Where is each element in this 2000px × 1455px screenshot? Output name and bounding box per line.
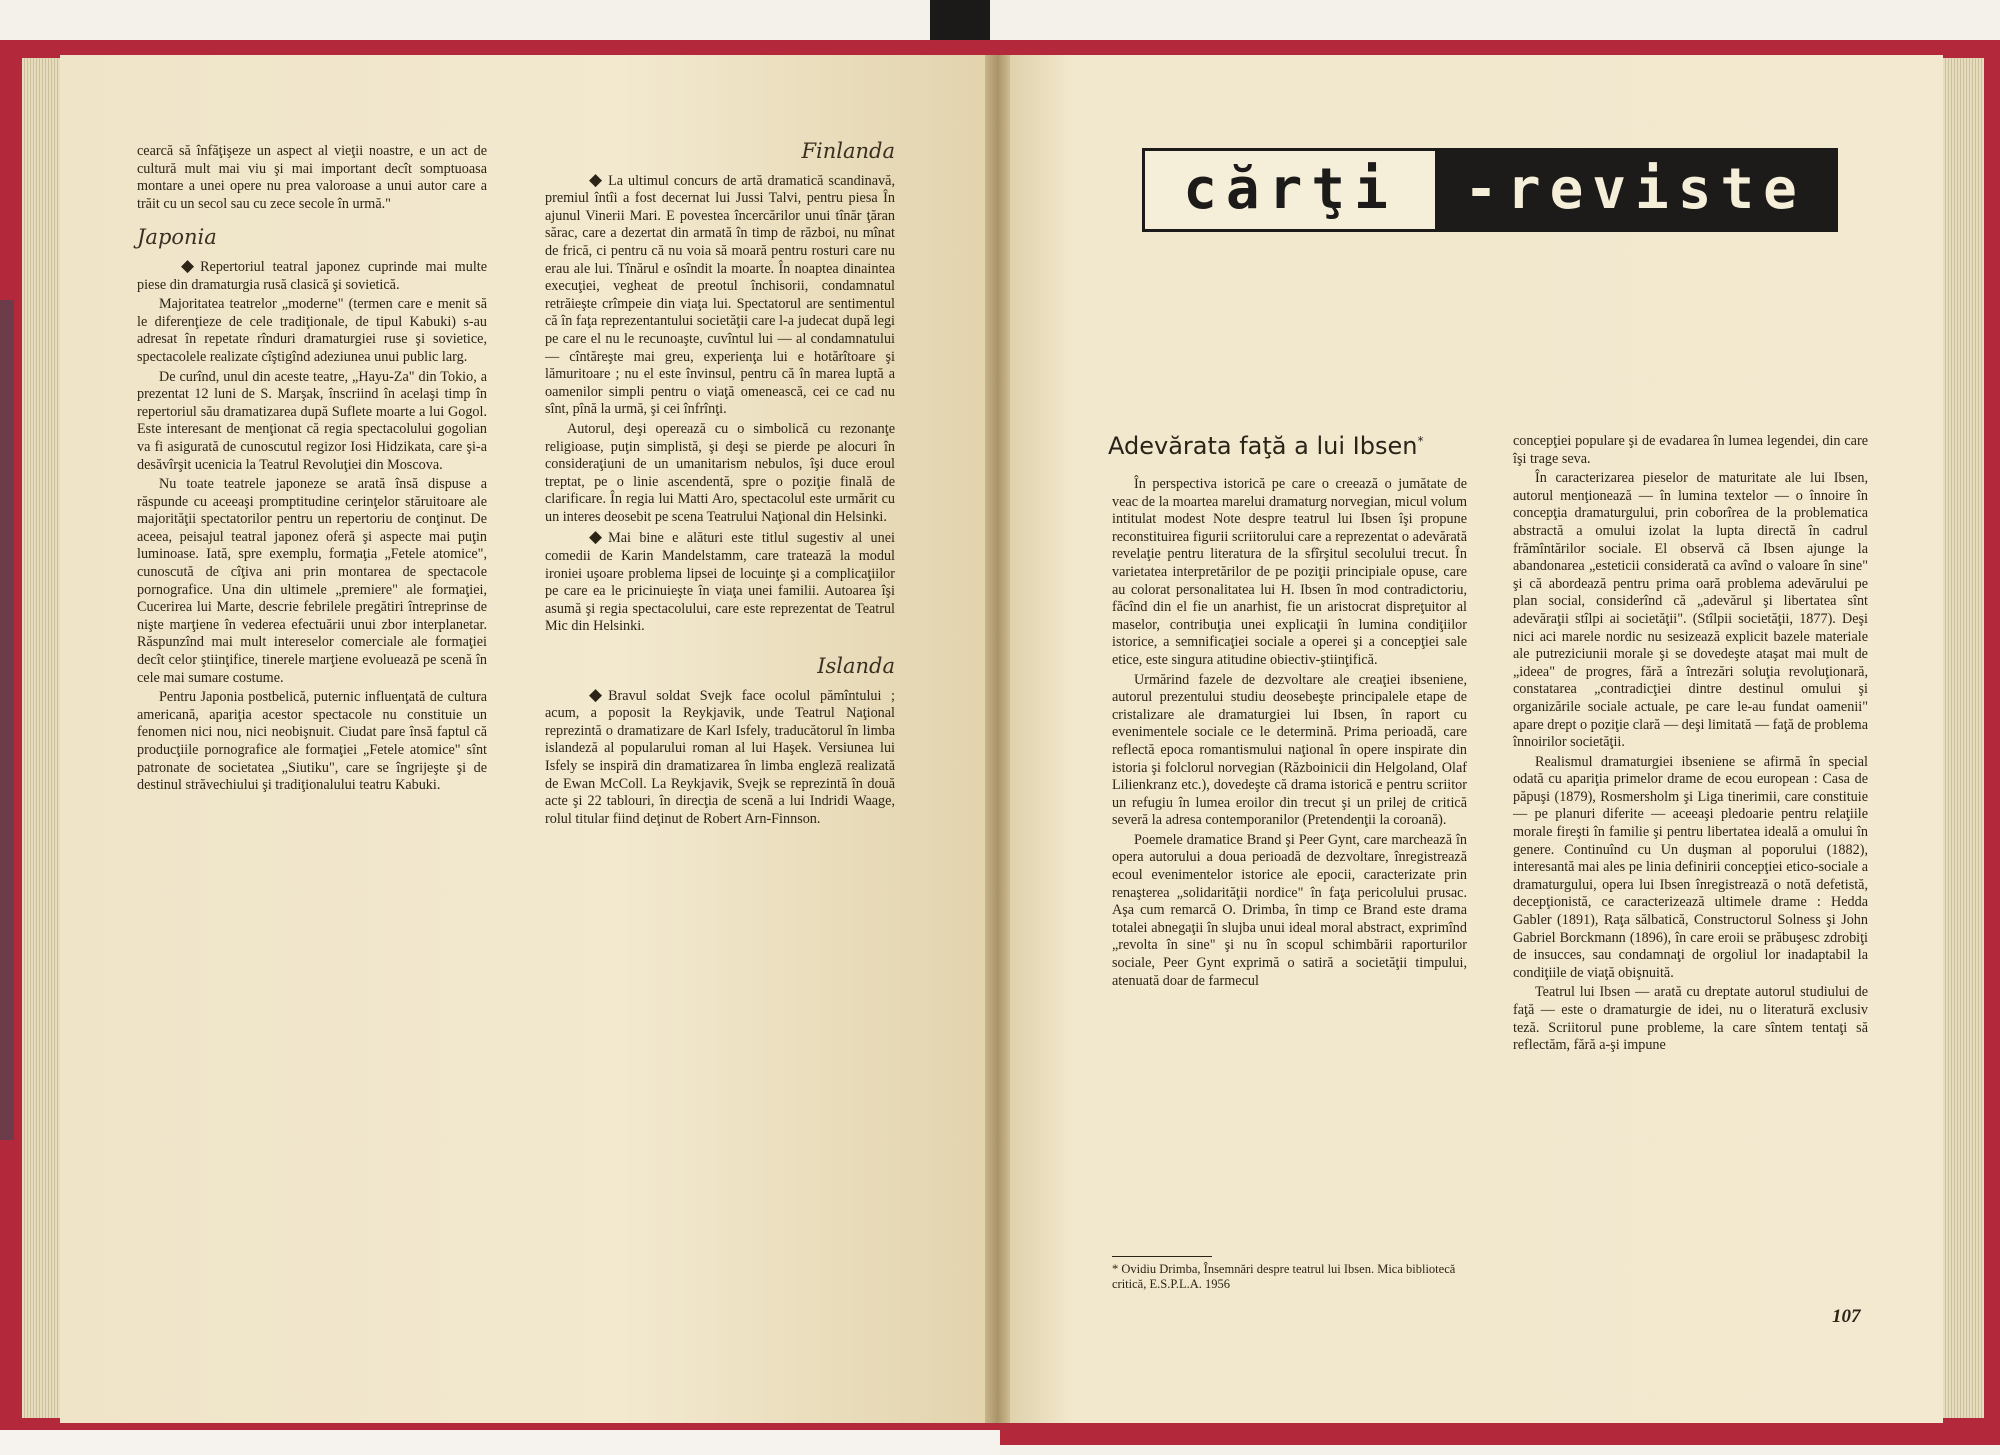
ibsen-paragraph-2: Urmărind fazele de dezvoltare ale creaţiei ibseniene, autorul prezentului studiu deosebeşte principalele etape de cristalizare ale dramaturgiei lui Ibsen, în raport cu evenimentele sociale ce le determină. Prima perioadă, care reflectă epoca romantismului naţional în opere inspirate din istoria şi folclorul norvegian (Războinicii din Helgoland, Olaf Lilienkranz etc.), dovedeşte că drama istorică e pentru scriitor un refugiu în lumea eroilor din trecut şi un prilej de critică severă la adresa contemporanilor (Pretendenţii la coroană). <box>1112 671 1467 829</box>
left-column-2 <box>545 139 895 830</box>
right-column-1 <box>1112 476 1467 992</box>
section-heading-islanda: Islanda <box>817 654 895 679</box>
section-banner <box>1142 148 1838 232</box>
footnote-rule <box>1112 1256 1212 1257</box>
diamond-bullet-icon: ◆ <box>589 684 603 704</box>
diamond-bullet-icon: ◆ <box>589 527 603 547</box>
section-heading-japonia: Japonia <box>137 225 217 250</box>
background-dark-strip <box>930 0 990 40</box>
ibsen-paragraph-3: Poemele dramatice Brand şi Peer Gynt, care marchează în opera autorului a doua perioadă de dezvoltare, înregistrează ecoul evenimentelor istorice ale epocii, caracterizate prin renaşterea „solidarităţii nordice" în faţa pericolului prusac. Aşa cum remarcă O. Drimba, în timp ce Brand este drama totalei abnegaţii în slujba unui ideal moral abstract, exprimînd „revolta în sine" şi nu în scopul schimbării raporturilor sociale, Peer Gynt exprimă o satiră a societăţii timpului, atenuată doar de farmecul <box>1112 831 1467 989</box>
finlanda-paragraph-1: ◆ La ultimul concurs de artă dramatică scandinavă, premiul întîi a fost decernat lui Jussi Talvi, pentru piesa În ajunul Vinerii Mari. E povestea încercărilor unui tînăr ţăran sărac, care a dezertat din armată în timp de război, nu mînat de frică, ci pentru că nu voia să moară pentru rosturi care nu erau ale lui. Tînărul e osîndit la moarte. În noaptea dinaintea execuţiei, vegheat de preotul închisorii, condamnatul retrăieşte crîmpeie din viaţa lui. Spectatorul are sentimentul că în faţa reprezentantului societăţii care l-a judecat după legi pe care el nu le recunoaşte, cuvîntul lui — al condamnatului — cîntăreşte mai greu, experienţa lui e hotărîtoare şi lămuritoare ; nu el este învinsul, pentru că în marea luptă a oamenilor simpli pentru o viaţă omenească, cei ce cad nu sînt, pînă la urmă, şi cei înfrînţi. <box>545 169 895 418</box>
japonia-paragraph-3: De curînd, unul din aceste teatre, „Hayu-Za" din Tokio, a prezentat 12 luni de S. Marşak, înscriind în acelaşi timp în repertoriul său dramatizarea după Suflete moarte a lui Gogol. Este interesant de menţionat că regia spectacolului gogolian va fi asigurată de cunoscutul regizor Iosi Hidzikata, care şi-a desăvîrşit ucenicia la Teatrul Revoluţiei din Moscova. <box>137 368 487 473</box>
islanda-paragraph-1: ◆ Bravul soldat Svejk face ocolul pămîntului ; acum, a poposit la Reykjavik, unde Teatrul Naţional reprezintă o dramatizare de Karl Isfely, traducătorul în limba islandeză al popularului roman al lui Haşek. Versiunea lui Isfely se inspiră din dramatizarea în limba engleză realizată de Ewan McColl. La Reykjavik, Svejk se reprezintă în două acte şi 22 tablouri, în direcţia de scenă a lui Indridi Waage, rolul titular fiind deţinut de Robert Arn-Finnson. <box>545 684 895 827</box>
ibsen-paragraph-6: Realismul dramaturgiei ibseniene se afirmă în special odată cu apariţia primelor drame de ecou european : Casa de păpuşi (1879), Rosmersholm şi Liga tinerimii, care constituie — pe planuri diferite — aceeaşi pledoarie pentru relaţiile morale fireşti în familie şi pentru libertatea ideală a omului în genere. Continuînd cu Un duşman al poporului (1882), interesantă mai ales pe linia definirii concepţiei etico-sociale a dramaturgului, opera lui Ibsen înregistrează o notă defetistă, decepţionistă, ce caracterizează ultimele drame : Hedda Gabler (1891), Raţa sălbatică, Constructorul Solness şi John Gabriel Borckmann (1896), în care eroii se prăbuşesc zdrobiţi de insucces, sau condamnaţi de orgoliul lor inadaptabil la condiţiile de viaţă obişnuită. <box>1513 753 1868 981</box>
banner-title-carti: cărţi <box>1183 157 1397 222</box>
background-strip <box>0 1430 1000 1455</box>
left-page-edges <box>22 58 62 1418</box>
right-page-edges <box>1940 58 1984 1418</box>
book-gutter <box>985 55 1010 1423</box>
japonia-paragraph-5: Pentru Japonia postbelică, puternic influenţată de cultura americană, apariţia acestor spectacole nu constituie un fenomen nici nou, nici neobişnuit. Ciudat pare însă faptul că producţiile pornografice ale formaţiei „Fetele atomice" sînt patronate de societatea „Siutiku", care se îngrijeşte şi de destinul străvechiului şi tradiţionalului teatru Kabuki. <box>137 689 487 794</box>
japonia-paragraph-2: Majoritatea teatrelor „moderne" (termen care e menit să le diferenţieze de cele tradiţionale, de tipul Kabuki) s-au adresat în repetate rînduri dramaturgiei ruse şi sovietice, spectacolele realizate cîştigînd adeziunea unui public larg. <box>137 296 487 365</box>
japonia-paragraph-4: Nu toate teatrele japoneze se arată însă dispuse a răspunde cu aceeaşi promptitudine cerinţelor stăruitoare ale majorităţii spectatorilor pentru un repertoriu de conţinut. De aceea, peisajul teatral japonez oferă şi aspecte mai puţin luminoase. Iată, spre exemplu, formaţia „Fetele atomice", cunoscută de cîţiva ani prin montarea de spectacole pornografice. Una din ultimele „premiere" ale formaţiei, Cucerirea lui Marte, descrie febrilele pregătiri întreprinse de nişte marţiene în vederea efectuării unui zbor interplanetar. Răspunzînd mai mult intereselor comerciale ale formaţiei decît celor ştiinţifice, tinerele marţiene evoluează pe scenă în cele mai sumare costume. <box>137 476 487 686</box>
footnote-marker: * <box>1417 434 1424 448</box>
footnote: * Ovidiu Drimba, Însemnări despre teatrul lui Ibsen. Mica bibliotecă critică, E.S.P.L.A. 1956 <box>1112 1262 1456 1291</box>
book-spine-edge <box>0 300 14 1140</box>
ibsen-paragraph-5: În caracterizarea pieselor de maturitate ale lui Ibsen, autorul menţionează — în lumina textelor — o înnoire în concepţia dramaturgului, prin coborîrea de la problematica abstractă a omului izolat la lupta directă în cadrul frămîntărilor sociale. El observă că Ibsen ajunge la abandonarea „esteticii considerată ca avînd o valoare în sine" şi că abordează pentru prima oară problema adevărului pe plan social, considerînd că „adevărul şi libertatea sînt adevăraţii stîlpi ai societăţii". (Stîlpii societăţii, 1877). Deşi nici aci marele nordic nu sesizează explicit bazele materiale ale putreziciunii morale şi se dovedeşte ataşat mai mult de „ideea" de progres, fără a întrezări soluţia revoluţionară, constatarea „contradicţiei dintre destinul omului şi organizările sociale actuale, pe care le-au fundat oamenii" apare drept o poziţie clară — deşi limitată — faţă de problema înnoirilor societăţii. <box>1513 470 1868 751</box>
japonia-paragraph-1: ◆ Repertoriul teatral japonez cuprinde mai multe piese din dramaturgia rusă clasică şi sovietică. <box>137 255 487 293</box>
intro-paragraph: cearcă să înfăţişeze un aspect al vieţii noastre, e un act de cultură mult mai viu şi mai important decît somptuoasa montare a unei opere nu prea valoroase a unui autor care a trăit cu un secol sau cu zece secole în urmă." <box>137 143 487 212</box>
article-title: Adevărata faţă a lui Ibsen* <box>1108 432 1424 460</box>
ibsen-paragraph-1: În perspectiva istorică pe care o creează o jumătate de veac de la moartea marelui dramaturg norvegian, micul volum intitulat modest Note despre teatrul lui Ibsen îşi propune reconstituirea figurii scriitorului care a reprezentat o adevărată revelaţie pentru literatura de la sfîrşitul secolului trecut. În varietatea interpretărilor de pe poziţii principiale opuse, care au colorat personalitatea lui H. Ibsen în mod contradictoriu, făcînd din el fie un anarhist, fie un aristocrat dispreţuitor al maselor, contribuţia unei explicaţii în lumina condiţiilor istorice, a semnificaţiei sociale a operei şi a concepţiei sale etice, este singura atitudine obiectiv-ştiinţifică. <box>1112 476 1467 668</box>
right-column-2 <box>1513 433 1868 1057</box>
banner-title-reviste: -reviste <box>1435 151 1835 229</box>
left-column-1 <box>137 143 487 797</box>
finlanda-paragraph-2: Autorul, deşi operează cu o simbolică cu rezonanţe religioase, puţin simplistă, şi deşi se pierde pe alocuri în consideraţiuni de un umanitarism nebulos, îşi duce eroul treptat, pe o linie ascendentă, spre o poziţie finală de clarificare. În regia lui Matti Aro, spectacolul este urmărit cu un interes deosebit pe scena Teatrului Naţional din Helsinki. <box>545 420 895 525</box>
ibsen-paragraph-4: concepţiei populare şi de evadarea în lumea legendei, din care îşi trage seva. <box>1513 433 1868 467</box>
diamond-bullet-icon: ◆ <box>181 255 195 275</box>
ibsen-paragraph-7: Teatrul lui Ibsen — arată cu dreptate autorul studiului de faţă — este o dramaturgie de idei, nu o literatură exclusiv teză. Scriitorul pune probleme, la care sîntem tentaţi să reflectăm, fără a-şi impune <box>1513 984 1868 1054</box>
section-heading-finlanda: Finlanda <box>801 139 895 163</box>
diamond-bullet-icon: ◆ <box>589 169 603 189</box>
page-number: 107 <box>1832 1306 1861 1327</box>
finlanda-paragraph-3: ◆ Mai bine e alături este titlul sugestiv al unei comedii de Karin Mandelstamm, care tratează la modul ironiei uşoare problema lipsei de locuinţe şi a complicaţiilor pe care ea le pricinuieşte în viaţa unei familii. Autoarea îşi asumă şi regia spectacolului, care este reprezentat de Teatrul Mic din Helsinki. <box>545 527 895 635</box>
